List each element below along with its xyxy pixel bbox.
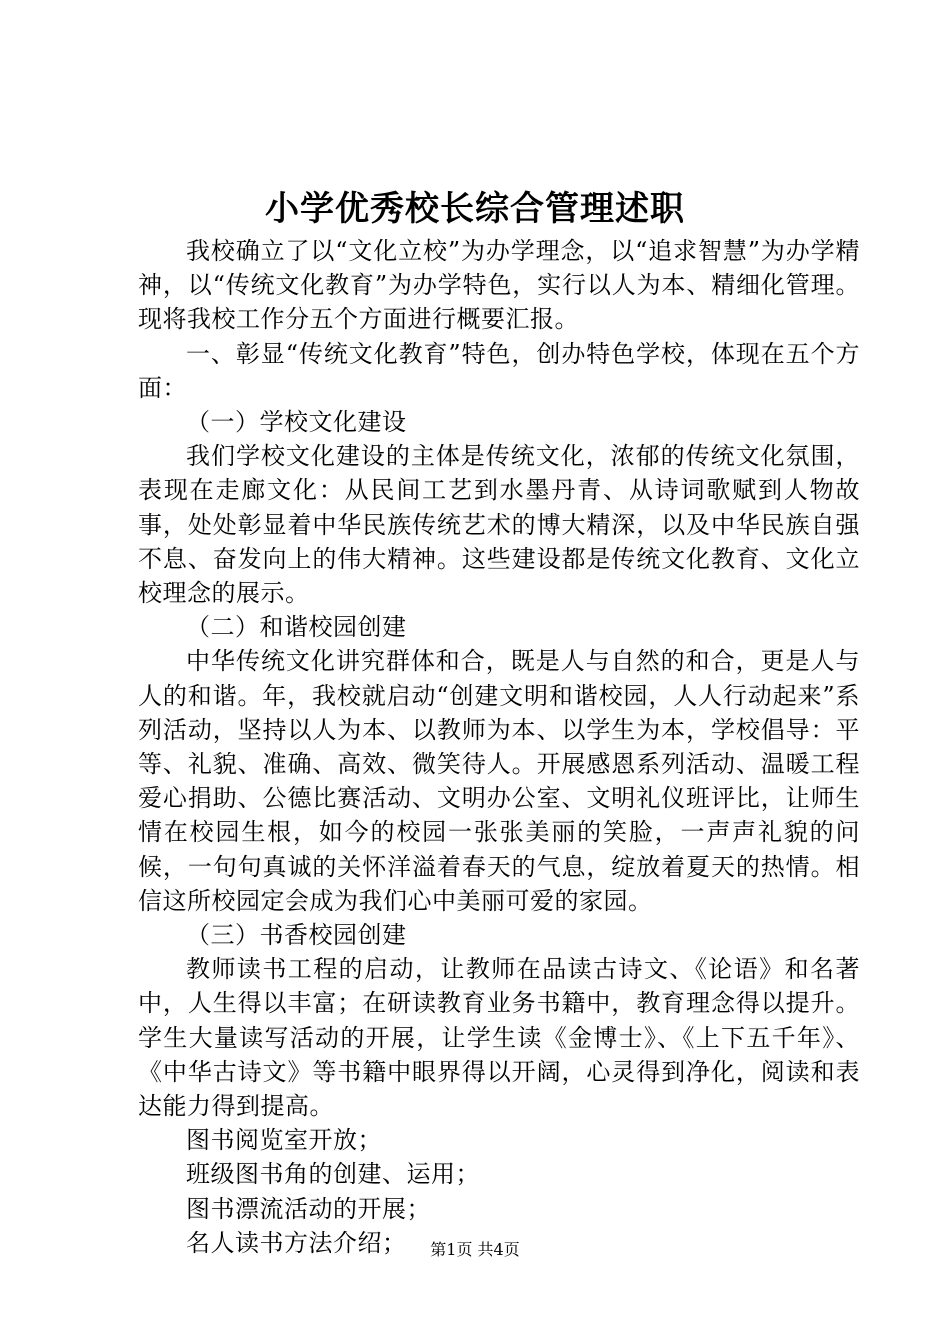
list-item: 图书漂流活动的开展； — [186, 1194, 431, 1223]
list-item: 名人读书方法介绍； — [186, 1228, 407, 1257]
paragraph-reading: 教师读书工程的启动，让教师在品读古诗文、《论语》和名著中，人生得以丰富；在研读教育业务书籍中，教育理念得以提升。学生大量读写活动的开展，让学生读《金博士》、《上下五千年》、《中华古诗文》等书籍中眼界得以开阔，心灵得到净化，阅读和表达能力得到提高。 — [138, 955, 860, 1121]
document-title: 小学优秀校长综合管理述职 — [265, 189, 685, 229]
paragraph-culture: 我们学校文化建设的主体是传统文化，浓郁的传统文化氛围，表现在走廊文化：从民间工艺到水墨丹青、从诗词歌赋到人物故事，处处彰显着中华民族传统艺术的博大精深，以及中华民族自强不息、奋发向上的伟大精神。这些建设都是传统文化教育、文化立校理念的展示。 — [138, 442, 860, 608]
subsection-heading-2: （二）和谐校园创建 — [186, 613, 407, 642]
document-body — [138, 234, 860, 1260]
section-heading-1: 一、彰显“传统文化教育”特色，创办特色学校，体现在五个方面： — [138, 339, 860, 402]
intro-paragraph: 我校确立了以“文化立校”为办学理念，以“追求智慧”为办学精神，以“传统文化教育”为办学特色，实行以人为本、精细化管理。现将我校工作分五个方面进行概要汇报。 — [138, 237, 860, 334]
list-item: 图书阅览室开放； — [186, 1126, 382, 1155]
list-item: 班级图书角的创建、运用； — [186, 1160, 480, 1189]
paragraph-harmony: 中华传统文化讲究群体和合，既是人与自然的和合，更是人与人的和谐。年，我校就启动“创建文明和谐校园，人人行动起来”系列活动，坚持以人为本、以教师为本、以学生为本，学校倡导：平等、礼貌、准确、高效、微笑待人。开展感恩系列活动、温暖工程爱心捐助、公德比赛活动、文明办公室、文明礼仪班评比，让师生情在校园生根，如今的校园一张张美丽的笑脸，一声声礼貌的问候，一句句真诚的关怀洋溢着春天的气息，绽放着夏天的热情。相信这所校园定会成为我们心中美丽可爱的家园。 — [138, 647, 860, 915]
subsection-heading-3: （三）书香校园创建 — [186, 921, 407, 950]
subsection-heading-1: （一）学校文化建设 — [186, 408, 407, 437]
page-footer: 第1页 共4页 — [430, 1240, 520, 1259]
